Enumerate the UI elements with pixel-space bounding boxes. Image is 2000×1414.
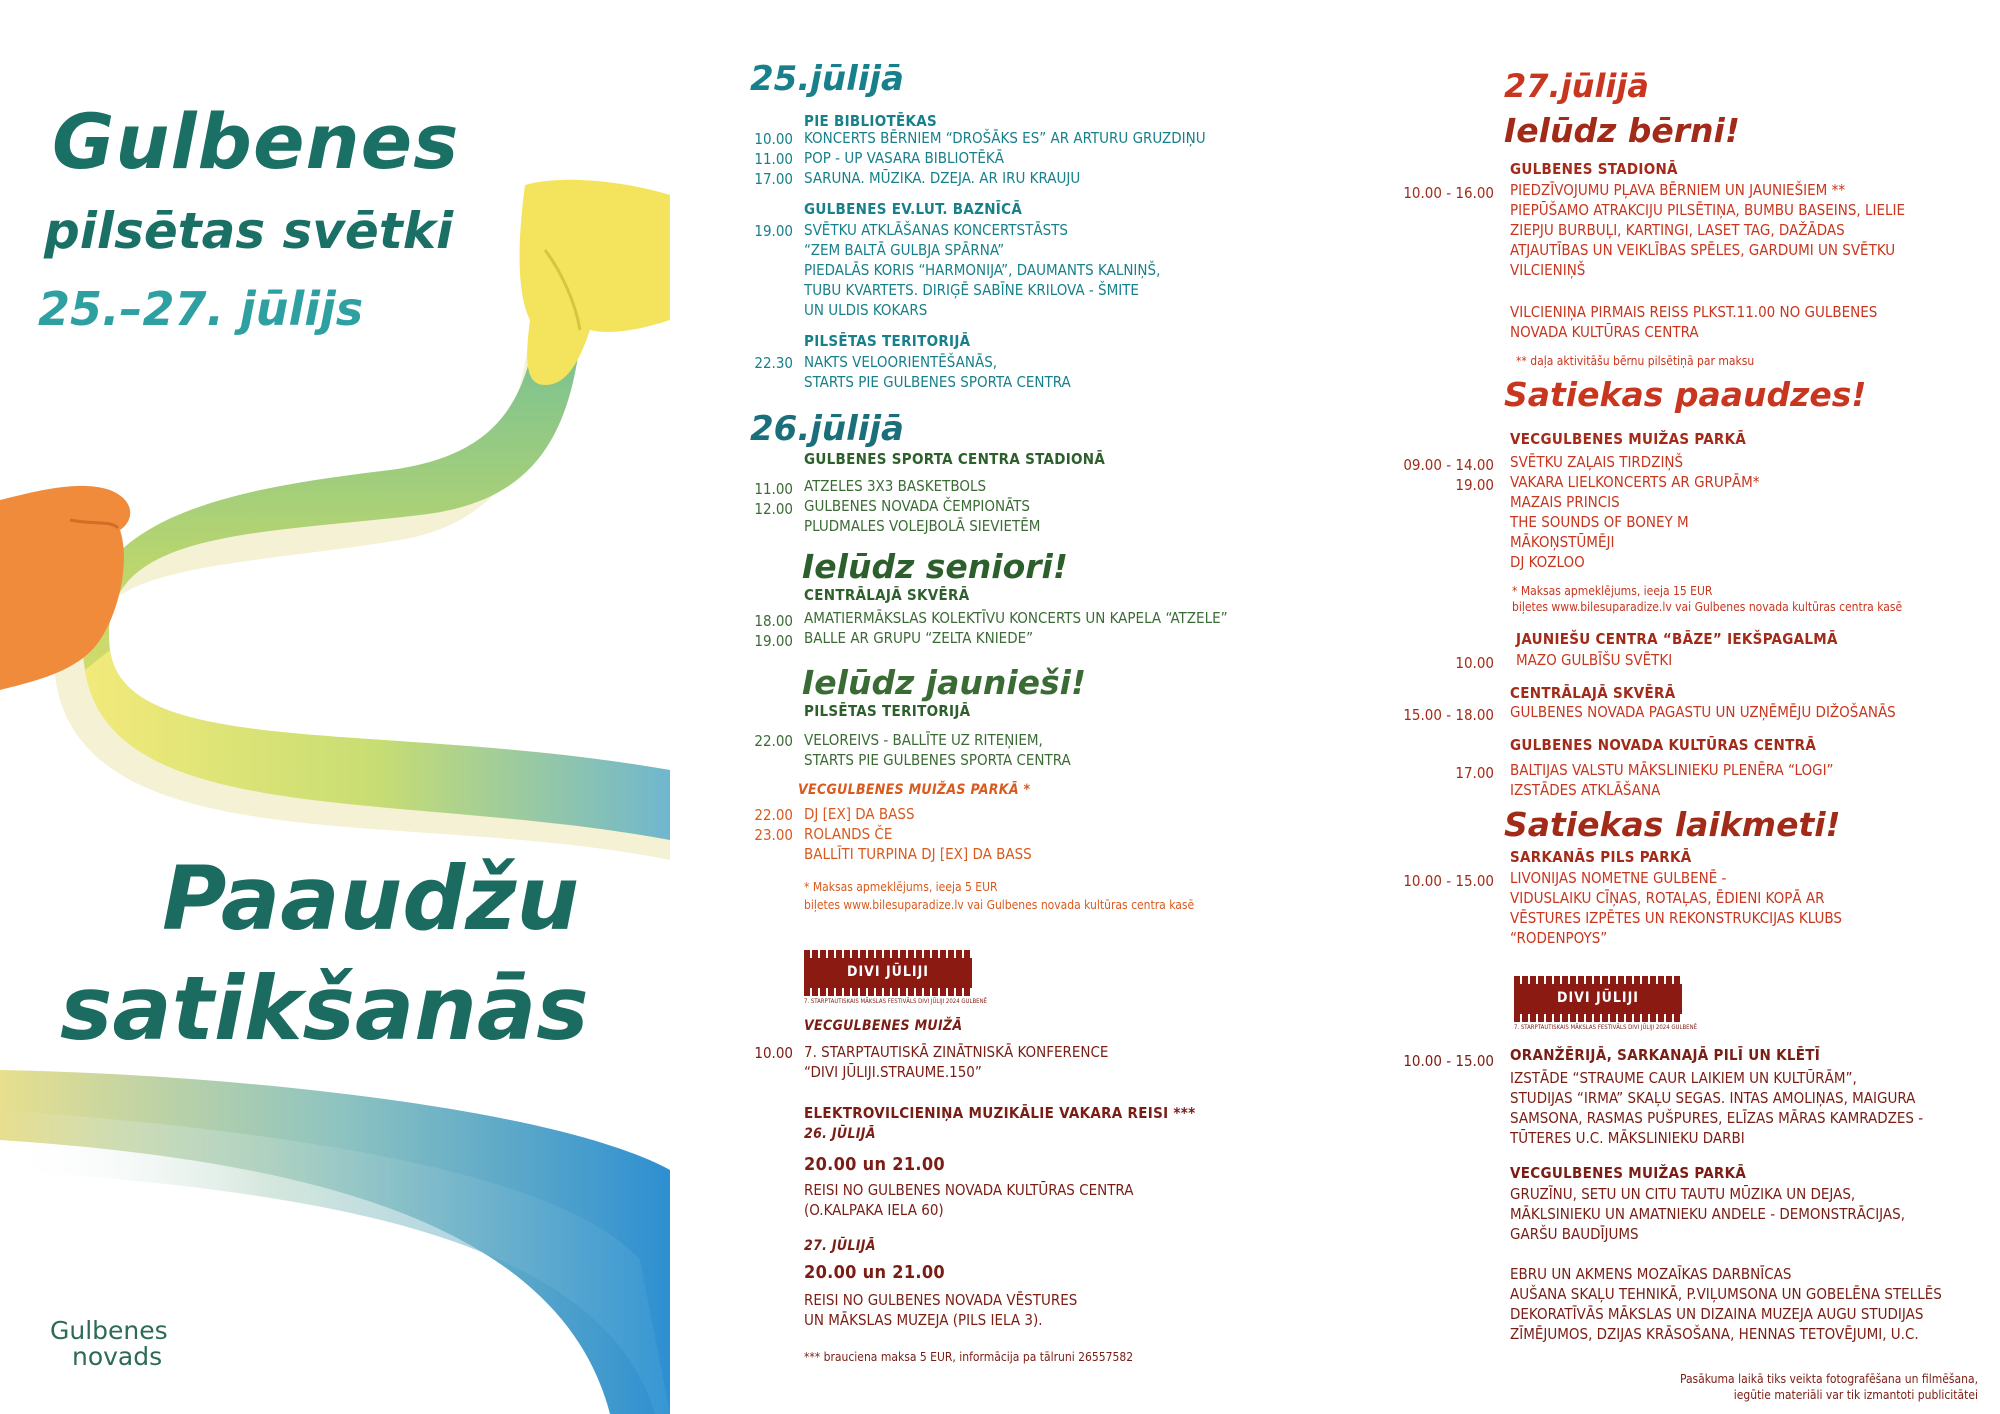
section-title: CENTRĀLAJĀ SKVĒRĀ xyxy=(804,586,970,604)
event-text: SVĒTKU ZAĻAIS TIRDZIŅŠ xyxy=(1510,453,1684,471)
event-text: KONCERTS BĒRNIEM “DROŠĀKS ES” AR ARTURU GRUZDIŅU xyxy=(804,129,1206,147)
event-text: LIVONIJAS NOMETNE GULBENĒ - xyxy=(1510,869,1727,887)
event-text: ATZELES 3X3 BASKETBOLS xyxy=(804,477,987,495)
event-text: VILCIENIŅA PIRMAIS REISS PLKST.11.00 NO GULBENES xyxy=(1510,303,1878,321)
event-text: STUDIJAS “IRMA” SKAĻU SEGAS. INTAS AMOLIŅAS, MAIGURA xyxy=(1510,1089,1916,1107)
event-text: SARUNA. MŪZIKA. DZEJA. AR IRU KRAUJU xyxy=(804,169,1081,187)
event-time: 10.00 xyxy=(754,130,793,148)
event-text: BALLĪTI TURPINA DJ [EX] DA BASS xyxy=(804,845,1032,863)
event-time: 19.00 xyxy=(754,222,793,240)
event-text: IZSTĀDES ATKLĀŠANA xyxy=(1510,781,1661,799)
event-time: 22.30 xyxy=(754,354,793,372)
event-text: SVĒTKU ATKLĀŠANAS KONCERTSTĀSTS xyxy=(804,221,1068,239)
emblem-caption: 7. STARPTAUTISKAIS MĀKSLAS FESTIVĀLS DIVI JŪLIJI 2024 GULBENĒ xyxy=(804,998,988,1005)
emblem-label: DIVI JŪLIJI xyxy=(847,964,929,980)
event-text: “DIVI JŪLIJI.STRAUME.150” xyxy=(804,1063,982,1081)
schedule-column-1 xyxy=(740,0,1380,1414)
divi-juliji-emblem xyxy=(804,950,972,996)
ornament-border xyxy=(1514,1014,1682,1022)
section-title: GULBENES SPORTA CENTRA STADIONĀ xyxy=(804,450,1106,468)
section-title: SARKANĀS PILS PARKĀ xyxy=(1510,848,1692,866)
event-text: AMATIERMĀKSLAS KOLEKTĪVU KONCERTS UN KAPELA “ATZELE” xyxy=(804,609,1228,627)
event-time: 17.00 xyxy=(1455,764,1494,782)
footer-note: Pasākuma laikā tiks veikta fotografēšana un filmēšana, xyxy=(1679,1372,1978,1386)
event-time: 10.00 xyxy=(754,1044,793,1062)
departure-times: 20.00 un 21.00 xyxy=(804,1262,945,1283)
event-text: STARTS PIE GULBENES SPORTA CENTRA xyxy=(804,373,1071,391)
section-title: PILSĒTAS TERITORIJĀ xyxy=(804,702,971,720)
event-text: GARŠU BAUDĪJUMS xyxy=(1510,1225,1639,1243)
ticket-note: * Maksas apmeklējums, ieeja 15 EUR xyxy=(1512,584,1713,598)
section-title: ORANŽĒRIJĀ, SARKANAJĀ PILĪ UN KLĒTĪ xyxy=(1510,1046,1821,1064)
slogan-line2: satikšanās xyxy=(60,957,589,1060)
event-text: VAKARA LIELKONCERTS AR GRUPĀM* xyxy=(1510,473,1760,491)
event-text: NOVADA KULTŪRAS CENTRA xyxy=(1510,323,1699,341)
event-text: 7. STARPTAUTISKĀ ZINĀTNISKĀ KONFERENCE xyxy=(804,1043,1109,1061)
event-text: BALTIJAS VALSTU MĀKSLINIEKU PLENĒRA “LOGI” xyxy=(1510,761,1834,779)
section-title: GULBENES EV.LUT. BAZNĪCĀ xyxy=(804,200,1023,218)
event-text: ZIEPJU BURBUĻI, KARTINGI, LASET TAG, DAŽĀDAS xyxy=(1510,221,1845,239)
event-text: UN ULDIS KOKARS xyxy=(804,301,928,319)
event-text: BALLE AR GRUPU “ZELTA KNIEDE” xyxy=(804,629,1034,647)
event-text: ZĪMĒJUMOS, DZIJAS KRĀSOŠANA, HENNAS TETOVĒJUMI, U.C. xyxy=(1510,1325,1919,1343)
event-text: TUBU KVARTETS. DIRIĢĒ SABĪNE KRILOVA - ŠMITE xyxy=(804,281,1139,299)
subheading-seniori: Ielūdz seniori! xyxy=(802,547,1068,586)
day-heading-27: 27.jūlijā xyxy=(1504,67,1649,105)
event-time: 19.00 xyxy=(1455,476,1494,494)
event-text: VĒSTURES IZPĒTES UN REKONSTRUKCIJAS KLUBS xyxy=(1510,909,1842,927)
event-time: 10.00 - 15.00 xyxy=(1403,1052,1494,1070)
event-text: ATJAUTĪBAS UN VEIKLĪBAS SPĒLES, GARDUMI UN SVĒTKU xyxy=(1510,241,1896,259)
event-text: PIEPŪŠAMO ATRAKCIJU PILSĒTIŅA, BUMBU BASEINS, LIELIE xyxy=(1510,201,1906,219)
event-text: GULBENES NOVADA PAGASTU UN UZŅĒMĒJU DIŽOŠANĀS xyxy=(1510,703,1896,721)
section-title: VECGULBENES MUIŽAS PARKĀ * xyxy=(798,782,1031,798)
event-text: AUŠANA SKAĻU TEHNIKĀ, P.VIĻUMSONA UN GOBELĒNA STELLĒS xyxy=(1510,1285,1942,1303)
event-text: GULBENES NOVADA ČEMPIONĀTS xyxy=(804,497,1030,515)
event-text: VILCIENIŅŠ xyxy=(1510,261,1586,279)
event-time: 19.00 xyxy=(754,632,793,650)
event-text: EBRU UN AKMENS MOZAĪKAS DARBNĪCAS xyxy=(1510,1265,1792,1283)
event-text: “RODENPOYS” xyxy=(1510,929,1608,947)
event-text: MĀKLSINIEKU UN AMATNIEKU ANDELE - DEMONSTRĀCIJAS, xyxy=(1510,1205,1905,1223)
section-title: VECGULBENES MUIŽĀ xyxy=(804,1018,963,1034)
logo-line2: novads xyxy=(72,1342,163,1371)
section-title: ELEKTROVILCIENIŅA MUZIKĀLIE VAKARA REISI *** xyxy=(804,1104,1196,1122)
section-title: JAUNIEŠU CENTRA “BĀZE” IEKŠPAGALMĀ xyxy=(1516,630,1838,648)
train-note: *** brauciena maksa 5 EUR, informācija pa tālruni 26557582 xyxy=(804,1350,1134,1364)
subheading-laikmeti: Satiekas laikmeti! xyxy=(1504,805,1841,844)
event-time: 17.00 xyxy=(754,170,793,188)
event-text: VELOREIVS - BALLĪTE UZ RITEŅIEM, xyxy=(804,731,1043,749)
festival-subtitle: pilsētas svētki xyxy=(44,202,454,260)
event-text: DJ KOZLOO xyxy=(1510,553,1585,571)
event-text: PIEDZĪVOJUMU PĻAVA BĒRNIEM UN JAUNIEŠIEM ** xyxy=(1510,181,1846,199)
section-title: CENTRĀLAJĀ SKVĒRĀ xyxy=(1510,684,1676,702)
event-time: 10.00 xyxy=(1455,654,1494,672)
event-text: (O.KALPAKA IELA 60) xyxy=(804,1201,944,1219)
gulbenes-novads-logo xyxy=(50,1318,168,1370)
logo-line1: Gulbenes xyxy=(50,1316,168,1345)
event-text: GRUZĪNU, SETU UN CITU TAUTU MŪZIKA UN DEJAS, xyxy=(1510,1185,1856,1203)
emblem-label: DIVI JŪLIJI xyxy=(1557,990,1639,1006)
event-time: 12.00 xyxy=(754,500,793,518)
slogan-line1: Paaudžu xyxy=(162,847,580,950)
date-label: 27. JŪLIJĀ xyxy=(804,1238,876,1254)
subheading-paaudzes: Satiekas paaudzes! xyxy=(1504,375,1867,414)
event-text: DJ [EX] DA BASS xyxy=(804,805,915,823)
ticket-note: biļetes www.bilesuparadize.lv vai Gulbenes novada kultūras centra kasē xyxy=(804,898,1195,912)
ornament-border xyxy=(804,988,972,996)
event-text: SAMSONA, RASMAS PUŠPURES, ELĪZAS MĀRAS KAMRADZES - xyxy=(1510,1109,1924,1127)
event-time: 23.00 xyxy=(754,826,793,844)
event-time: 22.00 xyxy=(754,806,793,824)
section-title: PILSĒTAS TERITORIJĀ xyxy=(804,332,971,350)
emblem-caption: 7. STARPTAUTISKAIS MĀKSLAS FESTIVĀLS DIVI JŪLIJI 2024 GULBENĒ xyxy=(1514,1024,1698,1031)
event-text: MAZAIS PRINCIS xyxy=(1510,493,1620,511)
event-text: STARTS PIE GULBENES SPORTA CENTRA xyxy=(804,751,1071,769)
divi-juliji-emblem xyxy=(1514,976,1682,1022)
event-text: POP - UP VASARA BIBLIOTĒKĀ xyxy=(804,149,1004,167)
day-heading-26: 26.jūlijā xyxy=(750,409,904,449)
event-text: PLUDMALES VOLEJBOLĀ SIEVIETĒM xyxy=(804,517,1041,535)
subheading-jauniesi: Ielūdz jaunieši! xyxy=(802,663,1087,702)
event-time: 15.00 - 18.00 xyxy=(1403,706,1494,724)
event-time: 11.00 xyxy=(754,150,793,168)
section-title: VECGULBENES MUIŽAS PARKĀ xyxy=(1510,1164,1747,1182)
event-text: IZSTĀDE “STRAUME CAUR LAIKIEM UN KULTŪRĀM”, xyxy=(1510,1069,1857,1087)
event-time: 09.00 - 14.00 xyxy=(1403,456,1494,474)
section-title: PIE BIBLIOTĒKAS xyxy=(804,112,938,130)
departure-times: 20.00 un 21.00 xyxy=(804,1154,945,1175)
festival-dates: 25.–27. jūlijs xyxy=(38,282,364,336)
section-title: GULBENES NOVADA KULTŪRAS CENTRĀ xyxy=(1510,736,1817,754)
hand-right-icon xyxy=(520,180,670,385)
event-text: VIDUSLAIKU CĪŅAS, ROTAĻAS, ĒDIENI KOPĀ AR xyxy=(1510,889,1825,907)
event-text: PIEDALĀS KORIS “HARMONIJA”, DAUMANTS KALNIŅŠ, xyxy=(804,261,1161,279)
ornament-border xyxy=(804,950,972,958)
event-text: NAKTS VELOORIENTĒŠANĀS, xyxy=(804,353,998,371)
section-title: GULBENES STADIONĀ xyxy=(1510,160,1678,178)
date-label: 26. JŪLIJĀ xyxy=(804,1126,876,1142)
event-text: ROLANDS ČE xyxy=(804,825,893,843)
ticket-note: * Maksas apmeklējums, ieeja 5 EUR xyxy=(804,880,998,894)
fee-note: ** daļa aktivitāšu bērnu pilsētiņā par maksu xyxy=(1516,354,1755,368)
festival-title: Gulbenes xyxy=(52,97,460,186)
event-text: MAZO GULBĪŠU SVĒTKI xyxy=(1516,651,1673,669)
subheading-berni: Ielūdz bērni! xyxy=(1504,111,1740,150)
event-text: TŪTERES U.C. MĀKSLINIEKU DARBI xyxy=(1510,1129,1745,1147)
ticket-note: biļetes www.bilesuparadize.lv vai Gulbenes novada kultūras centra kasē xyxy=(1512,600,1903,614)
event-text: DEKORATĪVĀS MĀKSLAS UN DIZAINA MUZEJA AUGU STUDIJAS xyxy=(1510,1305,1924,1323)
day-heading-25: 25.jūlijā xyxy=(750,59,904,99)
section-title: VECGULBENES MUIŽAS PARKĀ xyxy=(1510,430,1747,448)
event-text: THE SOUNDS OF BONEY M xyxy=(1510,513,1689,531)
event-text: REISI NO GULBENES NOVADA KULTŪRAS CENTRA xyxy=(804,1181,1134,1199)
event-text: UN MĀKSLAS MUZEJA (PILS IELA 3). xyxy=(804,1311,1043,1329)
left-panel xyxy=(0,0,670,1414)
ornament-border xyxy=(1514,976,1682,984)
event-time: 22.00 xyxy=(754,732,793,750)
event-time: 11.00 xyxy=(754,480,793,498)
event-time: 10.00 - 15.00 xyxy=(1403,872,1494,890)
event-text: REISI NO GULBENES NOVADA VĒSTURES xyxy=(804,1291,1078,1309)
event-text: MĀKOŅSTŪMĒJI xyxy=(1510,533,1615,551)
event-time: 18.00 xyxy=(754,612,793,630)
footer-note: iegūtie materiāli var tik izmantoti publicitātei xyxy=(1733,1388,1978,1402)
event-time: 10.00 - 16.00 xyxy=(1403,184,1494,202)
schedule-column-2 xyxy=(1380,0,2000,1414)
event-text: “ZEM BALTĀ GULBJA SPĀRNA” xyxy=(804,241,1005,259)
